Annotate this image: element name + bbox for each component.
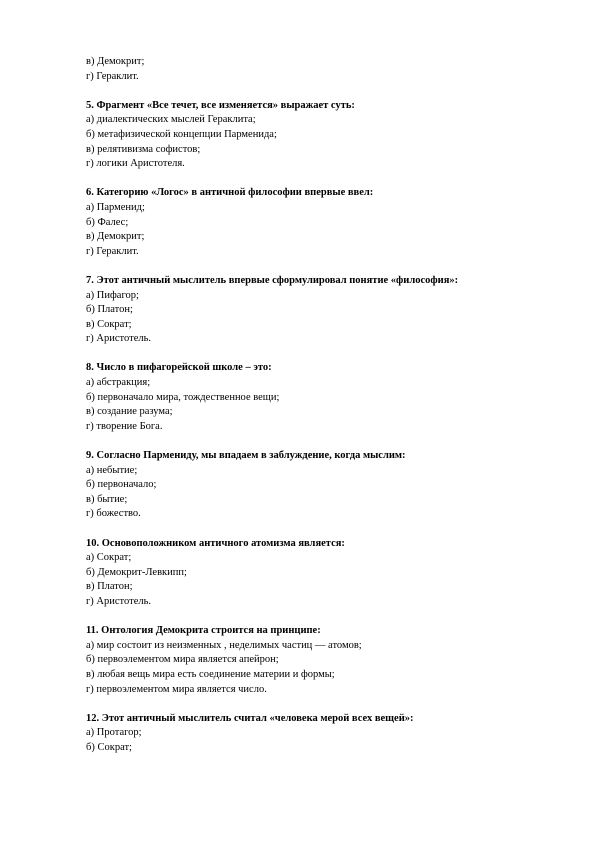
question-9 bbox=[86, 449, 526, 522]
answer-option: а) диалектических мыслей Гераклита; bbox=[86, 114, 256, 126]
answer-option: б) метафизической концепции Парменида; bbox=[86, 128, 277, 140]
answer-option: в) любая вещь мира есть соединение материи и формы; bbox=[86, 668, 335, 680]
question-text: 7. Этот античный мыслитель впервые сформулировал понятие «философия»: bbox=[86, 274, 459, 286]
question-text: 9. Согласно Пармениду, мы впадаем в заблуждение, когда мыслим: bbox=[86, 450, 406, 462]
question-text: 12. Этот античный мыслитель считал «человека мерой всех вещей»: bbox=[86, 712, 414, 724]
answer-option: б) Сократ; bbox=[86, 741, 132, 753]
answer-option: а) Сократ; bbox=[86, 552, 132, 564]
answer-option: в) Демокрит; bbox=[86, 231, 145, 243]
question-text: 8. Число в пифагорейской школе – это: bbox=[86, 362, 272, 374]
answer-option: а) Парменид; bbox=[86, 201, 145, 213]
answer-option: а) абстракция; bbox=[86, 377, 151, 389]
answer-option: г) первоэлементом мира является число. bbox=[86, 683, 267, 695]
answer-option: г) божество. bbox=[86, 508, 141, 520]
answer-option: б) первоначало мира, тождественное вещи; bbox=[86, 391, 280, 403]
answer-option: б) первоначало; bbox=[86, 479, 157, 491]
answer-option: г) Гераклит. bbox=[86, 245, 139, 257]
question-11 bbox=[86, 624, 526, 697]
answer-option: г) Аристотель. bbox=[86, 333, 152, 345]
question-10 bbox=[86, 537, 526, 610]
intro-options bbox=[86, 55, 526, 84]
question-7 bbox=[86, 274, 526, 347]
answer-option: а) мир состоит из неизменных , неделимых частиц — атомов; bbox=[86, 639, 362, 651]
answer-option: в) создание разума; bbox=[86, 406, 173, 418]
question-text: 6. Категорию «Логос» в античной философии впервые ввел: bbox=[86, 187, 374, 199]
question-text: 11. Онтология Демокрита строится на принципе: bbox=[86, 625, 321, 637]
question-text: 10. Основоположником античного атомизма является: bbox=[86, 537, 345, 549]
answer-option: г) творение Бога. bbox=[86, 420, 163, 432]
question-6 bbox=[86, 186, 526, 259]
test-content bbox=[86, 55, 526, 756]
answer-option: б) Демокрит-Левкипп; bbox=[86, 566, 187, 578]
answer-option: а) Пифагор; bbox=[86, 289, 139, 301]
answer-option: а) небытие; bbox=[86, 464, 138, 476]
question-text: 5. Фрагмент «Все течет, все изменяется» выражает суть: bbox=[86, 99, 355, 111]
answer-option: г) Аристотель. bbox=[86, 595, 152, 607]
answer-option: в) Демокрит; bbox=[86, 56, 145, 67]
answer-option: г) логики Аристотеля. bbox=[86, 158, 185, 170]
answer-option: в) бытие; bbox=[86, 493, 128, 505]
answer-option: б) Фалес; bbox=[86, 216, 129, 228]
answer-option: в) Сократ; bbox=[86, 318, 132, 330]
question-8 bbox=[86, 361, 526, 434]
answer-option: в) Платон; bbox=[86, 581, 133, 593]
answer-option: а) Протагор; bbox=[86, 727, 142, 739]
question-5 bbox=[86, 99, 526, 172]
answer-option: в) релятивизма софистов; bbox=[86, 143, 201, 155]
answer-option: б) Платон; bbox=[86, 304, 133, 316]
question-12 bbox=[86, 712, 526, 756]
answer-option: б) первоэлементом мира является апейрон; bbox=[86, 654, 279, 666]
answer-option: г) Гераклит. bbox=[86, 70, 139, 82]
